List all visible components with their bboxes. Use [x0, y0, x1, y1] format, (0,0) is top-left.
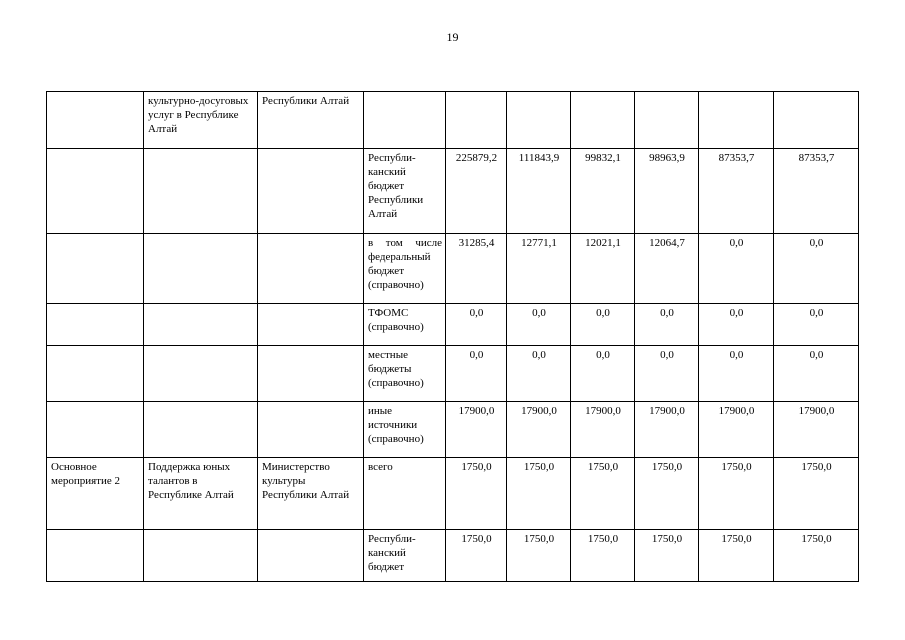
value-cell: 17900,0 — [635, 402, 699, 458]
value-cell: 225879,2 — [446, 149, 507, 234]
source-cell: ТФОМС (справочно) — [364, 304, 446, 346]
executor-cell: Министерство культуры Республики Алтай — [258, 458, 364, 530]
event-cell — [47, 234, 144, 304]
value-cell: 1750,0 — [446, 530, 507, 582]
value-cell: 0,0 — [699, 346, 774, 402]
value-cell — [571, 92, 635, 149]
table-row — [47, 234, 859, 304]
value-cell: 17900,0 — [571, 402, 635, 458]
source-cell — [364, 92, 446, 149]
executor-cell — [258, 530, 364, 582]
source-cell: всего — [364, 458, 446, 530]
name-cell — [144, 402, 258, 458]
value-cell — [446, 92, 507, 149]
table-row — [47, 402, 859, 458]
value-cell: 1750,0 — [699, 530, 774, 582]
source-cell: в том числе федеральный бюджет (справочно) — [364, 234, 446, 304]
event-cell — [47, 346, 144, 402]
value-cell: 1750,0 — [635, 458, 699, 530]
value-cell: 0,0 — [507, 346, 571, 402]
name-cell — [144, 346, 258, 402]
table-row — [47, 92, 859, 149]
value-cell — [635, 92, 699, 149]
event-cell — [47, 92, 144, 149]
name-cell — [144, 530, 258, 582]
value-cell: 0,0 — [446, 346, 507, 402]
value-cell: 1750,0 — [635, 530, 699, 582]
value-cell: 1750,0 — [774, 530, 859, 582]
value-cell: 1750,0 — [774, 458, 859, 530]
executor-cell — [258, 346, 364, 402]
value-cell: 0,0 — [635, 304, 699, 346]
executor-cell — [258, 234, 364, 304]
source-cell: Республи-канский бюджет — [364, 530, 446, 582]
budget-table — [46, 91, 859, 582]
value-cell: 1750,0 — [571, 530, 635, 582]
value-cell: 0,0 — [774, 234, 859, 304]
value-cell: 87353,7 — [774, 149, 859, 234]
value-cell: 31285,4 — [446, 234, 507, 304]
value-cell: 0,0 — [571, 304, 635, 346]
event-cell — [47, 149, 144, 234]
source-cell: Республи-канский бюджет Республики Алтай — [364, 149, 446, 234]
executor-cell — [258, 402, 364, 458]
value-cell: 0,0 — [507, 304, 571, 346]
value-cell: 12021,1 — [571, 234, 635, 304]
value-cell: 1750,0 — [699, 458, 774, 530]
value-cell — [507, 92, 571, 149]
value-cell: 0,0 — [774, 346, 859, 402]
source-cell: местные бюджеты (справочно) — [364, 346, 446, 402]
name-cell — [144, 234, 258, 304]
name-cell: Поддержка юных талантов в Республике Алтай — [144, 458, 258, 530]
value-cell: 87353,7 — [699, 149, 774, 234]
value-cell: 0,0 — [774, 304, 859, 346]
value-cell: 111843,9 — [507, 149, 571, 234]
table-row — [47, 530, 859, 582]
value-cell — [699, 92, 774, 149]
value-cell: 0,0 — [571, 346, 635, 402]
value-cell: 17900,0 — [507, 402, 571, 458]
page-number: 19 — [446, 30, 459, 44]
table-row — [47, 304, 859, 346]
value-cell: 12771,1 — [507, 234, 571, 304]
value-cell: 0,0 — [699, 234, 774, 304]
value-cell — [774, 92, 859, 149]
value-cell: 1750,0 — [446, 458, 507, 530]
executor-cell: Республики Алтай — [258, 92, 364, 149]
value-cell: 12064,7 — [635, 234, 699, 304]
event-cell — [47, 402, 144, 458]
value-cell: 0,0 — [446, 304, 507, 346]
value-cell: 17900,0 — [774, 402, 859, 458]
value-cell: 0,0 — [635, 346, 699, 402]
table-row — [47, 149, 859, 234]
event-cell — [47, 530, 144, 582]
value-cell: 98963,9 — [635, 149, 699, 234]
name-cell — [144, 304, 258, 346]
table-row — [47, 458, 859, 530]
value-cell: 17900,0 — [446, 402, 507, 458]
name-cell: культурно-досуговых услуг в Республике Алтай — [144, 92, 258, 149]
source-cell: иные источники (справочно) — [364, 402, 446, 458]
value-cell: 1750,0 — [507, 530, 571, 582]
name-cell — [144, 149, 258, 234]
value-cell: 1750,0 — [571, 458, 635, 530]
value-cell: 0,0 — [699, 304, 774, 346]
event-cell: Основное мероприятие 2 — [47, 458, 144, 530]
event-cell — [47, 304, 144, 346]
table-row — [47, 346, 859, 402]
value-cell: 99832,1 — [571, 149, 635, 234]
value-cell: 1750,0 — [507, 458, 571, 530]
executor-cell — [258, 149, 364, 234]
executor-cell — [258, 304, 364, 346]
value-cell: 17900,0 — [699, 402, 774, 458]
